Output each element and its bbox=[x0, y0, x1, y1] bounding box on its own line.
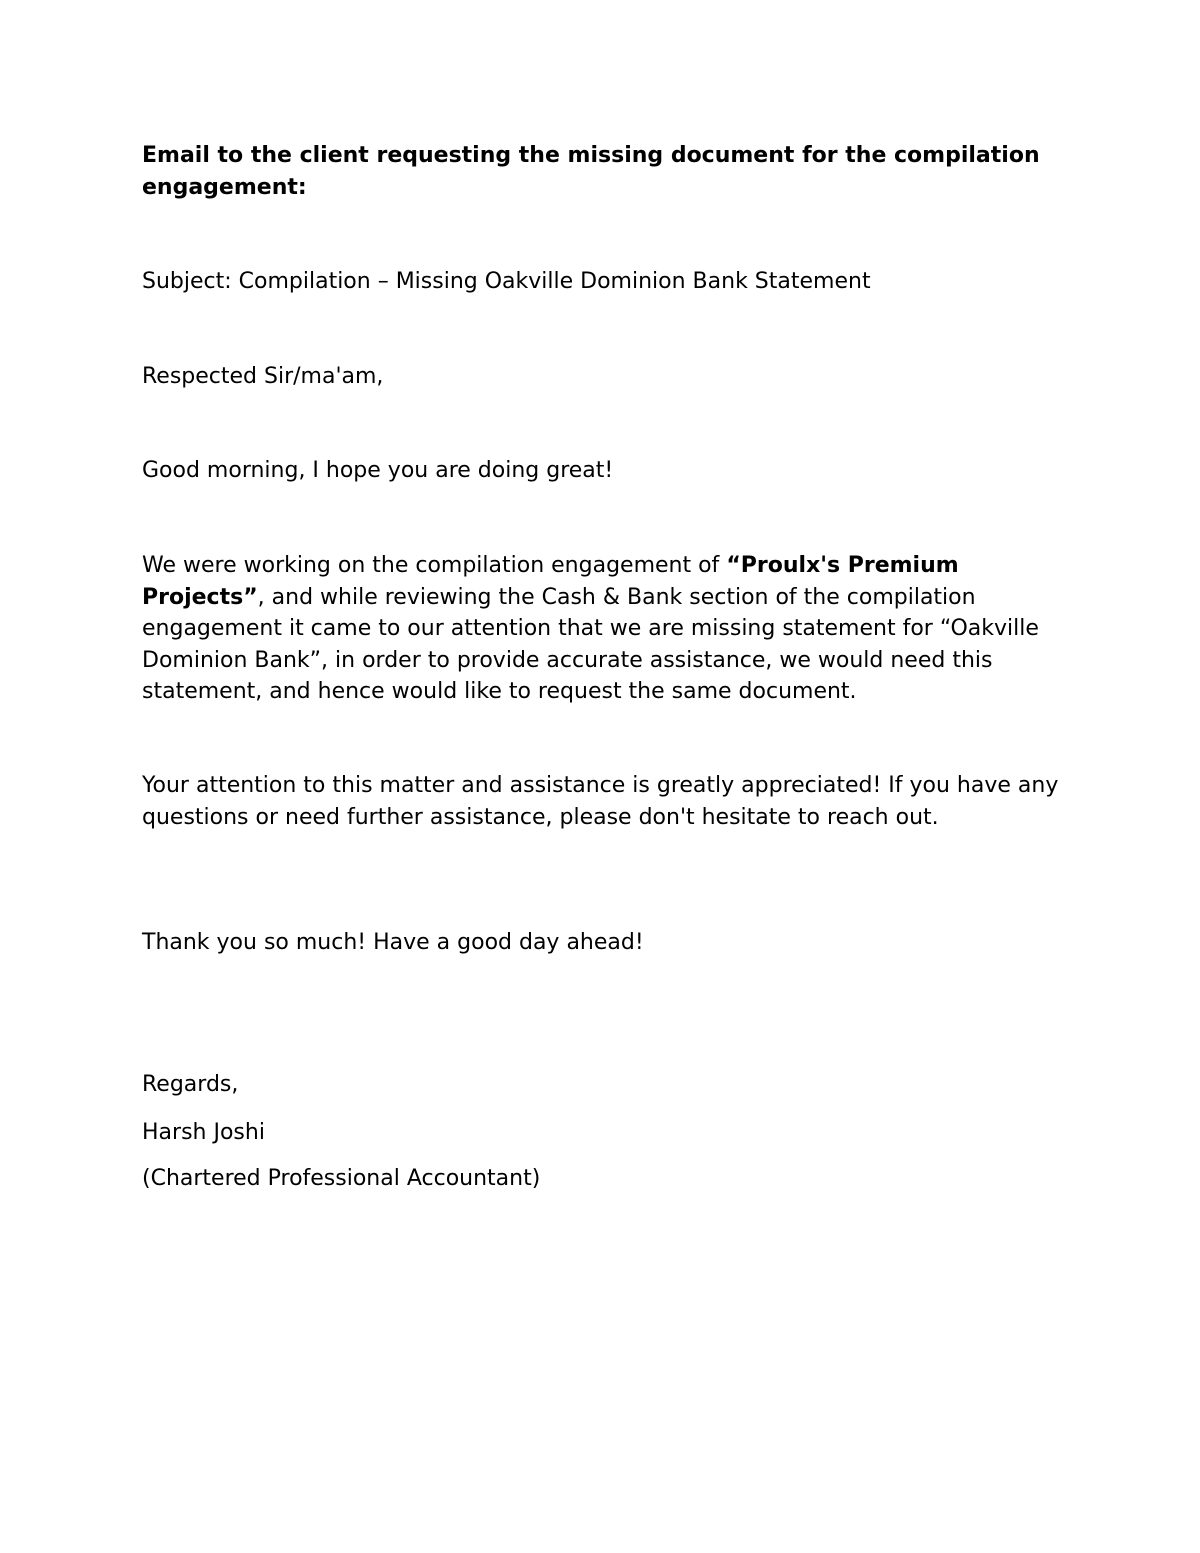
email-heading: Email to the client requesting the missing document for the compilation engagement: bbox=[142, 143, 1040, 200]
email-subject-line: Subject: Compilation – Missing Oakville Dominion Bank Statement bbox=[142, 269, 871, 294]
client-name: “Proulx's Premium Projects” bbox=[142, 553, 959, 610]
salutation: Respected Sir/ma'am, bbox=[142, 364, 384, 389]
signature-name: Harsh Joshi bbox=[142, 1120, 265, 1145]
request-paragraph-rest: , and while reviewing the Cash & Bank section of the compilation engagement it came to our attention that we are missing statement for “Oakville Dominion Bank”, in order to provide accurate assistance, we would need this statement, and hence would like to request the same document. bbox=[142, 584, 1039, 704]
appreciation-paragraph: Your attention to this matter and assistance is greatly appreciated! If you have any questions or need further assistance, please don't hesitate to reach out. bbox=[142, 773, 1059, 830]
sign-off: Regards, bbox=[142, 1072, 239, 1097]
request-paragraph bbox=[142, 550, 1072, 708]
request-paragraph-intro: We were working on the compilation engagement of bbox=[142, 553, 727, 578]
signature-title: (Chartered Professional Accountant) bbox=[142, 1166, 541, 1191]
closing-line: Thank you so much! Have a good day ahead! bbox=[142, 930, 644, 955]
greeting-line: Good morning, I hope you are doing great! bbox=[142, 458, 614, 483]
